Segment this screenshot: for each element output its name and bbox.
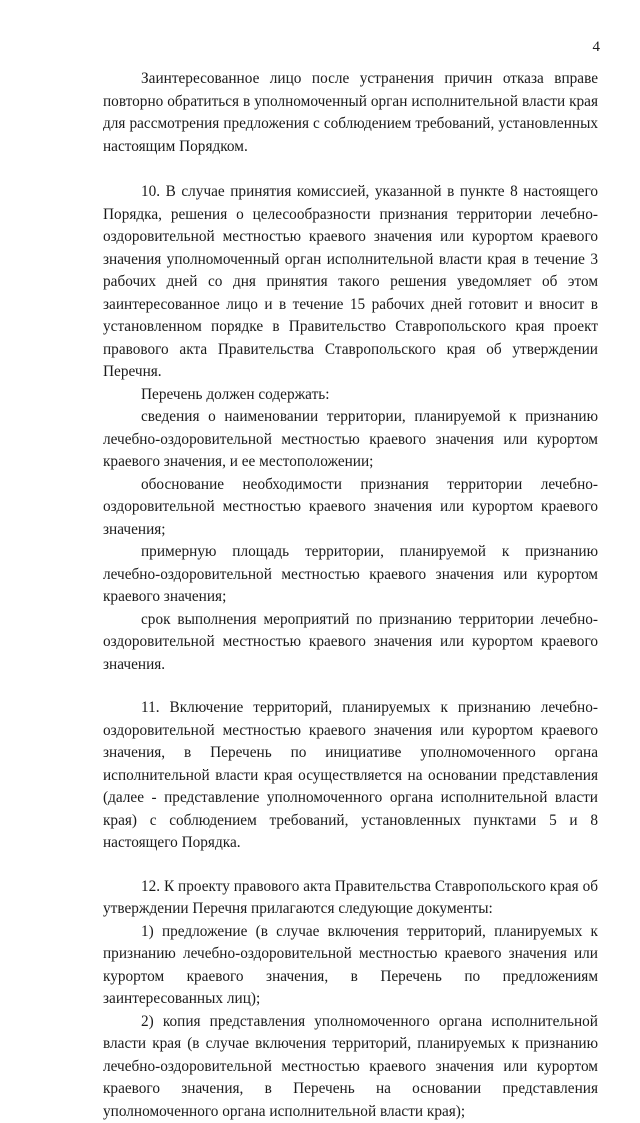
paragraph-list-intro: Перечень должен содержать: <box>103 384 598 407</box>
paragraph-list-justification: обоснование необходимости признания территории лечебно-оздоровительной местностью краевого значения или курортом краевого значения; <box>103 474 598 542</box>
paragraph-item-12-2: 2) копия представления уполномоченного органа исполнительной власти края (в случае включения территорий, планируемых к признанию лечебно-оздоровительной местностью краевого значения или курортом краевого значения, в Перечень на основании представления уполномоченного органа исполнительной власти края); <box>103 1011 598 1123</box>
paragraph-list-name: сведения о наименовании территории, планируемой к признанию лечебно-оздоровительной местностью краевого значения или курортом краевого значения, и ее местоположении; <box>103 406 598 474</box>
paragraph-item-12-1: 1) предложение (в случае включения территорий, планируемых к признанию лечебно-оздоровительной местностью краевого значения или курортом краевого значения, в Перечень по предложениям заинтересованных лиц); <box>103 921 598 1011</box>
paragraph-list-area: примерную площадь территории, планируемой к признанию лечебно-оздоровительной местностью краевого значения или курортом краевого значения; <box>103 541 598 609</box>
paragraph-item-10: 10. В случае принятия комиссией, указанной в пункте 8 настоящего Порядка, решения о целесообразности признания территории лечебно-оздоровительной местностью краевого значения или курортом краевого значения уполномоченный орган исполнительной власти края в течение 3 рабочих дней со дня принятия такого решения уведомляет об этом заинтересованное лицо и в течение 15 рабочих дней готовит и вносит в установленном порядке в Правительство Ставропольского края проект правового акта Правительства Ставропольского края об утверждении Перечня. <box>103 181 598 384</box>
paragraph-resubmission: Заинтересованное лицо после устранения причин отказа вправе повторно обратиться в уполномоченный орган исполнительной власти края для рассмотрения предложения с соблюдением требований, установленных настоящим Порядком. <box>103 68 598 158</box>
page-number: 4 <box>593 38 601 56</box>
paragraph-item-11: 11. Включение территорий, планируемых к признанию лечебно-оздоровительной местностью краевого значения или курортом краевого значения, в Перечень по инициативе уполномоченного органа исполнительной власти края осуществляется на основании представления (далее - представление уполномоченного органа исполнительной власти края) с соблюдением требований, установленных пунктами 5 и 8 настоящего Порядка. <box>103 697 598 855</box>
document-body <box>103 68 598 1123</box>
paragraph-item-12: 12. К проекту правового акта Правительства Ставропольского края об утверждении Перечня прилагаются следующие документы: <box>103 876 598 921</box>
paragraph-list-deadline: срок выполнения мероприятий по признанию территории лечебно-оздоровительной местностью краевого значения или курортом краевого значения. <box>103 609 598 677</box>
